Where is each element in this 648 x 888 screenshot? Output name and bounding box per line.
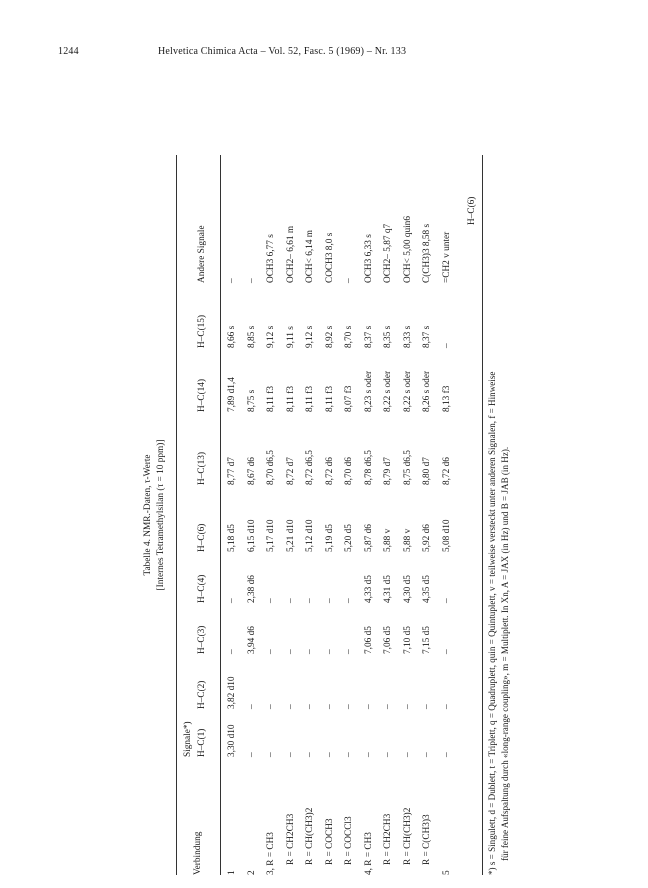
cell-value: – (441, 704, 452, 709)
cell-value: – (441, 649, 452, 654)
rotated-table (142, 155, 514, 875)
cell-value: – (363, 752, 374, 757)
cell-value: – (344, 752, 354, 757)
cell-value: – (441, 752, 452, 757)
cell-value: 5,21 d10 (285, 519, 296, 552)
cell-value: 8,75 d6,5 (402, 450, 413, 485)
column-header-h3: H–C(3) (197, 625, 207, 654)
cell-compound: 2 (246, 870, 257, 875)
cell-value: 8,23 s oder (363, 370, 374, 412)
cell-value: – (266, 704, 276, 709)
cell-value: – (285, 649, 296, 654)
cell-compound: R = C(CH3)3 (422, 814, 432, 865)
cell-value: – (266, 752, 276, 757)
cell-value: 8,37 s (422, 325, 432, 348)
cell-value: 5,92 d6 (422, 524, 432, 552)
cell-value: – (324, 598, 335, 603)
cell-value: 8,72 d6 (441, 457, 452, 485)
cell-value: 6,15 d10 (246, 519, 257, 552)
cell-value: 8,70 s (344, 325, 354, 348)
table-top-rule (176, 155, 177, 875)
cell-value: 8,70 d6 (344, 457, 354, 485)
cell-value: 7,89 d1,4 (227, 377, 237, 412)
cell-value: 8,75 s (246, 389, 257, 412)
cell-value: 8,35 s (383, 325, 393, 348)
cell-value: 5,18 d5 (227, 524, 237, 552)
cell-value: – (266, 598, 276, 603)
cell-value: 8,72 d6 (324, 457, 335, 485)
cell-value: 8,70 d6,5 (266, 450, 276, 485)
cell-value: 8,26 s oder (422, 370, 432, 412)
cell-compound: R = COCH3 (324, 818, 335, 865)
column-header-h15: H–C(15) (197, 314, 207, 348)
cell-compound: 1 (227, 870, 237, 875)
cell-value: – (383, 704, 393, 709)
cell-compound: R = CH(CH3)2 (305, 807, 315, 865)
cell-value: 8,22 s oder (402, 370, 413, 412)
table-title: Tabelle 4. NMR.-Daten, τ-Werte (143, 454, 153, 576)
cell-value: – (422, 704, 432, 709)
cell-value: – (363, 704, 374, 709)
cell-value: 8,13 f3 (441, 385, 452, 412)
cell-value: 9,12 s (305, 325, 315, 348)
cell-value: – (246, 704, 257, 709)
column-header-other: Andere Signale (197, 225, 207, 283)
footnote-line-1: *) s = Singulett, d = Dublett, t = Triplett, q = Quadruplett, quin = Quintuplett, v = teilweise versteckt unter anderen Signalen, f = Hinweise (487, 371, 497, 875)
cell-value: 4,30 d5 (402, 575, 413, 603)
cell-value: – (344, 704, 354, 709)
cell-value: =CH2 v unter (441, 231, 452, 283)
cell-value: – (227, 598, 237, 603)
column-header-h4: H–C(4) (197, 574, 207, 603)
cell-value: – (266, 649, 276, 654)
cell-value: 9,11 s (285, 326, 296, 348)
cell-value: OCH2– 5,87 q7 (383, 223, 393, 283)
cell-value: 8,11 f3 (285, 386, 296, 412)
cell-value: OCH3 6,77 s (266, 234, 276, 283)
cell-compound: 4, R = CH3 (363, 832, 374, 875)
cell-value: – (422, 752, 432, 757)
column-header-h14: H–C(14) (197, 378, 207, 412)
cell-value: – (285, 598, 296, 603)
cell-value: 8,66 s (227, 325, 237, 348)
cell-value: 4,33 d5 (363, 575, 374, 603)
cell-value: – (285, 752, 296, 757)
cell-value: 8,79 d7 (383, 457, 393, 485)
cell-value: – (246, 278, 257, 283)
column-header-h13: H–C(13) (197, 451, 207, 485)
cell-value: 5,88 v (402, 528, 413, 552)
cell-compound: R = CH2CH3 (383, 813, 393, 865)
column-header-compound: Verbindung (193, 831, 203, 875)
cell-value: 8,92 s (324, 325, 335, 348)
cell-value: – (441, 598, 452, 603)
cell-value: – (285, 704, 296, 709)
cell-value: 7,06 d5 (383, 626, 393, 654)
column-header-h1: H–C(1) (197, 728, 207, 757)
cell-value: 7,15 d5 (422, 626, 432, 654)
cell-value: 3,94 d6 (246, 626, 257, 654)
cell-value: – (402, 704, 413, 709)
column-group-signals: Signale*) (183, 721, 193, 757)
cell-compound: 5 (441, 870, 452, 875)
cell-value: – (227, 649, 237, 654)
cell-compound: R = CH2CH3 (285, 813, 296, 865)
cell-value: 5,08 d10 (441, 519, 452, 552)
cell-value: 8,67 d6 (246, 457, 257, 485)
cell-value: 5,20 d5 (344, 524, 354, 552)
cell-value: 7,06 d5 (363, 626, 374, 654)
cell-value: 5,17 d10 (266, 519, 276, 552)
cell-value: 8,78 d6,5 (363, 450, 374, 485)
cell-value: – (324, 649, 335, 654)
cell-value: 8,37 s (363, 325, 374, 348)
cell-value: – (383, 752, 393, 757)
cell-value: – (305, 752, 315, 757)
cell-value: OCH2– 6,61 m (285, 225, 296, 283)
cell-value: 5,87 d6 (363, 524, 374, 552)
cell-value: 3,82 d10 (227, 676, 237, 709)
cell-value: 8,11 f3 (324, 386, 335, 412)
table-bottom-rule (482, 155, 483, 875)
journal-title: Helvetica Chimica Acta – Vol. 52, Fasc. 5 (1969) – Nr. 133 (158, 46, 407, 57)
table-subtitle: [Internes Tetramethylsilan (τ = 10 ppm)] (156, 439, 166, 591)
cell-value: – (344, 649, 354, 654)
cell-value: – (227, 278, 237, 283)
page-number: 1244 (58, 46, 79, 57)
cell-value: – (344, 278, 354, 283)
cell-compound: 3, R = CH3 (266, 832, 276, 875)
cell-compound: R = COCCl3 (344, 816, 354, 865)
cell-value: – (441, 343, 452, 348)
cell-value: 5,12 d10 (305, 519, 315, 552)
cell-value: COCH3 8,0 s (324, 232, 335, 283)
cell-value: 7,10 d5 (402, 626, 413, 654)
cell-value: OCH< 5,00 quin6 (402, 216, 413, 283)
cell-value: C(CH3)3 8,58 s (422, 223, 432, 283)
cell-value: 5,88 v (383, 528, 393, 552)
cell-value: 3,30 d10 (227, 724, 237, 757)
cell-value: 8,07 f3 (344, 385, 354, 412)
column-header-h2: H–C(2) (197, 680, 207, 709)
cell-value: – (344, 598, 354, 603)
cell-value: 8,72 d6,5 (305, 450, 315, 485)
extra-line: H–C(6) (467, 196, 477, 225)
cell-value: – (305, 704, 315, 709)
cell-value: 5,19 d5 (324, 524, 335, 552)
cell-value: – (246, 752, 257, 757)
cell-value: 8,22 s oder (383, 370, 393, 412)
cell-value: 2,38 d6 (246, 575, 257, 603)
cell-value: 8,11 f3 (266, 386, 276, 412)
cell-value: 8,33 s (402, 325, 413, 348)
cell-value: 9,12 s (266, 325, 276, 348)
footnote-line-2: für feine Aufspaltung durch «long-range coupling», m = Multiplett. In Xn, A = JAX (in Hz) und B = JAB (in Hz). (500, 446, 510, 861)
cell-value: 8,72 d7 (285, 457, 296, 485)
cell-value: 4,35 d5 (422, 575, 432, 603)
cell-value: 8,77 d7 (227, 457, 237, 485)
cell-value: 8,11 f3 (305, 386, 315, 412)
cell-value: 4,31 d5 (383, 575, 393, 603)
cell-value: – (305, 649, 315, 654)
cell-value: 8,85 s (246, 325, 257, 348)
cell-compound: R = CH(CH3)2 (402, 807, 413, 865)
cell-value: – (402, 752, 413, 757)
cell-value: – (305, 598, 315, 603)
cell-value: – (324, 704, 335, 709)
column-header-h6: H–C(6) (197, 523, 207, 552)
cell-value: OCH< 6,14 m (305, 229, 315, 283)
cell-value: – (324, 752, 335, 757)
cell-value: 8,80 d7 (422, 457, 432, 485)
table-header-rule (220, 155, 221, 875)
cell-value: OCH3 6,33 s (363, 234, 374, 283)
